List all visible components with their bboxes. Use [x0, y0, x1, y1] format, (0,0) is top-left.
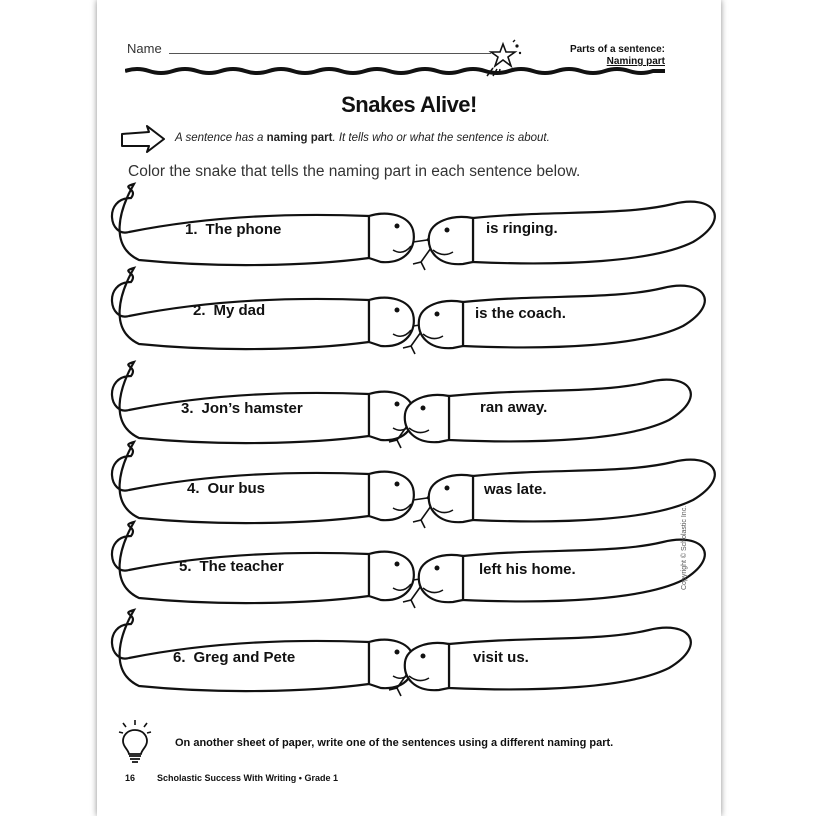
sentence-6-number: 6. [173, 649, 186, 666]
sentence-4-number: 4. [187, 480, 200, 497]
sentence-5-subject [179, 558, 284, 575]
rule-text-before: A sentence has a [175, 132, 267, 144]
snake-left-2 [112, 268, 435, 349]
sentence-1-subject-text: The phone [205, 221, 282, 238]
page-footer [125, 773, 338, 783]
sentence-2-subject [193, 302, 265, 319]
book-title: Scholastic Success With Writing • Grade 1 [157, 773, 338, 783]
sentence-4-subject [187, 480, 265, 497]
sentence-6-subject [173, 649, 295, 666]
sentence-5-number: 5. [179, 558, 192, 575]
sentence-3-subject [181, 400, 303, 417]
worksheet-page [97, 0, 721, 816]
sentence-4-subject-text: Our bus [207, 480, 266, 497]
instructions: Color the snake that tells the naming part in each sentence below. [128, 163, 581, 180]
subject-line1: Parts of a sentence: [569, 44, 665, 55]
sentence-2-subject-text: My dad [213, 302, 266, 319]
sentence-3-number: 3. [181, 400, 194, 417]
snake-right-6 [389, 628, 691, 696]
sentence-5-predicate: left his home. [479, 561, 576, 578]
snake-right-1 [413, 202, 715, 270]
sentence-1-subject [185, 221, 281, 238]
snake-left-4 [112, 442, 435, 523]
copyright-notice: Copyright © Scholastic Inc. [681, 505, 688, 590]
snake-right-4 [413, 460, 715, 528]
sentence-4-predicate: was late. [484, 481, 547, 498]
sentence-3-predicate: ran away. [480, 399, 548, 416]
sentence-6-predicate: visit us. [473, 649, 529, 666]
lightbulb-icon [117, 718, 153, 764]
sentence-2-predicate: is the coach. [475, 305, 566, 322]
page-title: Snakes Alive! [341, 92, 477, 117]
page-number: 16 [125, 773, 136, 783]
subject-line2: Naming part [606, 56, 665, 67]
tip-text: On another sheet of paper, write one of the sentences using a different naming part. [175, 737, 614, 749]
sentence-3-subject-text: Jon’s hamster [201, 400, 303, 417]
sentence-5-subject-text: The teacher [199, 558, 284, 575]
rule-text-after: . It tells who or what the sentence is about. [332, 132, 550, 144]
sentence-1-number: 1. [185, 221, 198, 238]
rule-bold-term: naming part [266, 132, 333, 144]
name-label: Name [127, 41, 162, 56]
sentence-1-predicate: is ringing. [486, 220, 558, 237]
sentence-6-subject-text: Greg and Pete [193, 649, 296, 666]
sentence-2-number: 2. [193, 302, 206, 319]
